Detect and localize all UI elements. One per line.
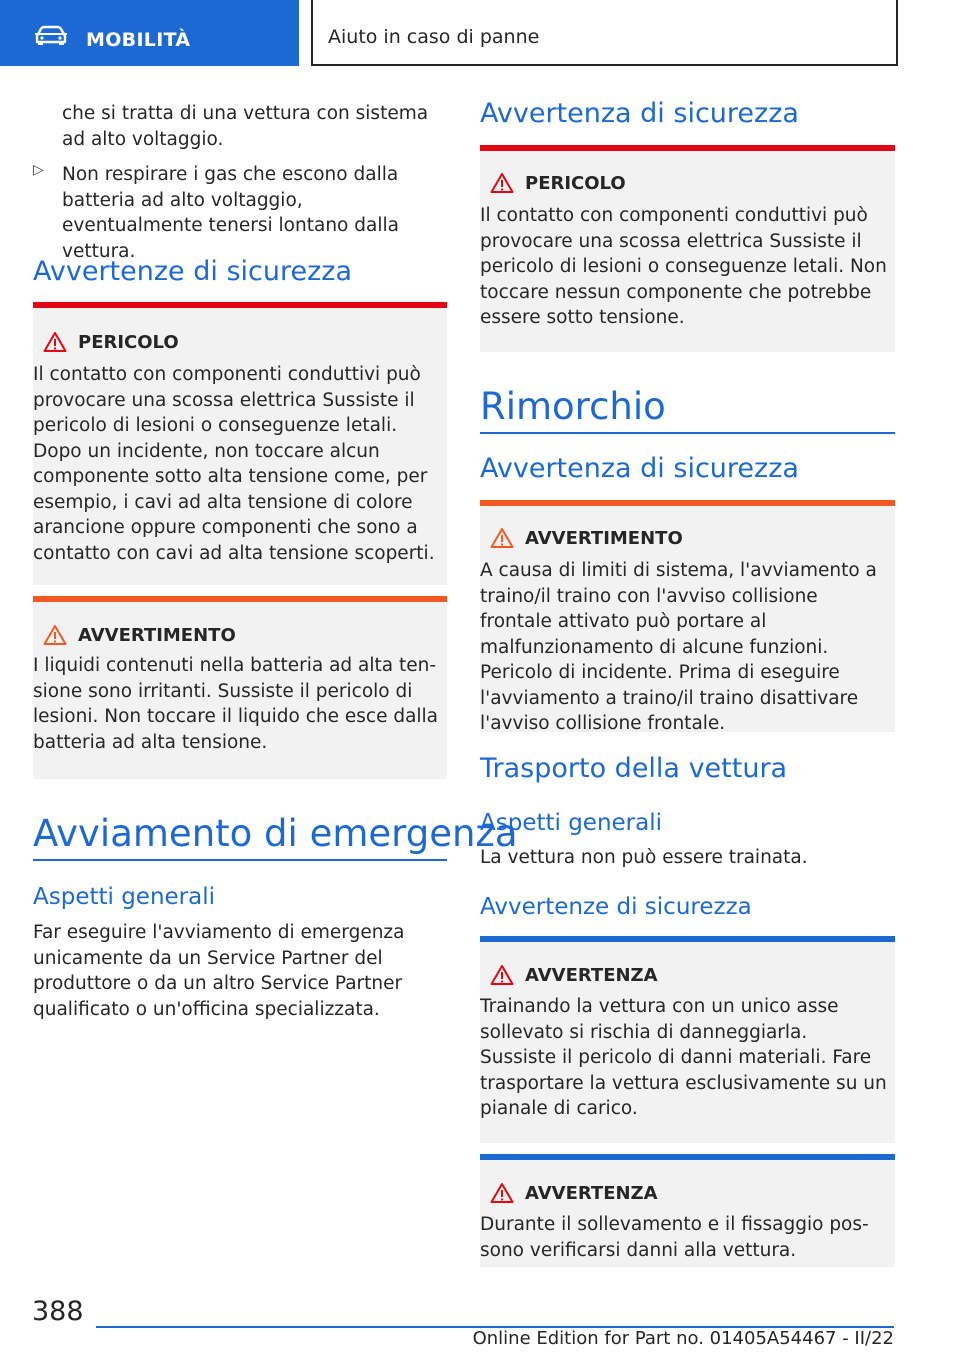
- bullet-arrow-icon: ▷: [33, 162, 44, 178]
- warning-triangle-icon: [43, 624, 67, 650]
- notice-title: AVVERTENZA: [525, 965, 658, 986]
- section-tab: [0, 0, 299, 66]
- transport-heading: Trasporto della vettura: [480, 753, 788, 784]
- warning-bar: [480, 500, 895, 506]
- danger-bar: [33, 302, 447, 308]
- warning-triangle-icon: [490, 1182, 514, 1208]
- danger-title: PERICOLO: [525, 173, 626, 194]
- danger-text: Il contatto con componenti conduttivi può provocare una scossa elettrica Sussiste il pericolo di lesioni o conseguenze letali. Non toccare nessun componente che potrebbe essere sotto tensione.: [480, 205, 887, 328]
- warning-triangle-icon: [490, 964, 514, 990]
- general-heading-right: Aspetti generali: [480, 810, 663, 836]
- safety-heading-right: Avvertenza di sicurezza: [480, 98, 799, 129]
- general-paragraph-left: [33, 920, 447, 1022]
- bullet-item: [33, 162, 447, 264]
- chapter-title: Aiuto in caso di panne: [328, 26, 540, 48]
- danger-text: Il contatto con componenti conduttivi può provocare una scossa elettrica Sussiste il pericolo di lesioni o conseguenze letali. Dopo un incidente, non toccare alcun componente sotto alta tensione come, per esempio, i cavi ad alta tensione di colore arancione oppure componenti che sono a contatto con cavi ad alta tensione scoperti.: [33, 364, 435, 564]
- notice-bar: [480, 936, 895, 942]
- warning-text: I liquidi contenuti nella batteria ad alta tensione sono irritanti. Sussiste il pericolo di lesioni. Non toccare il liquido che esce dalla batteria ad alta tensione.: [33, 655, 439, 753]
- warning-triangle-icon: [43, 331, 67, 357]
- danger-box-left: [33, 302, 447, 585]
- heading-rule: [33, 859, 447, 861]
- section-label: MOBILITÀ: [86, 29, 191, 51]
- car-icon: [34, 24, 68, 50]
- notes-heading: Avvertenze di sicurezza: [480, 894, 752, 920]
- danger-bar: [480, 145, 895, 151]
- notice-box-1: [480, 936, 895, 1143]
- page-number: 388: [32, 1296, 84, 1327]
- intro-text: che si tratta di una vettura con sistema ad alto voltaggio.: [62, 103, 429, 150]
- notice-text: Durante il sollevamento e il fissaggio possono verificarsi danni alla vettura.: [480, 1214, 869, 1261]
- notice-title: AVVERTENZA: [525, 1183, 658, 1204]
- chapter-header: [311, 0, 898, 66]
- warning-text: A causa di limiti di sistema, l'avviamento a traino/il traino con l'avviso collisione frontale attivato può portare al malfunzionamento di alcune funzioni. Pericolo di incidente. Prima di eseguire l'avviamento a traino/il traino disattivare l'avviso collisione frontale.: [480, 560, 877, 734]
- warning-box-left: [33, 596, 447, 779]
- danger-box-right: [480, 145, 895, 352]
- general-text-right: La vettura non può essere trainata.: [480, 847, 808, 868]
- notice-text: Trainando la vettura con un unico asse sollevato si rischia di danneggiarla. Sussiste il pericolo di danni materiali. Fare trasportare la vettura esclusivamente su un pianale di carico.: [480, 996, 887, 1119]
- general-paragraph-right: [480, 845, 895, 871]
- notice-bar: [480, 1154, 895, 1160]
- warning-box-right: [480, 500, 895, 732]
- trailer-heading: Rimorchio: [480, 385, 666, 428]
- general-heading-left: Aspetti generali: [33, 884, 216, 910]
- safety-heading-right-2: Avvertenza di sicurezza: [480, 453, 799, 484]
- heading-rule: [480, 432, 895, 434]
- danger-title: PERICOLO: [78, 332, 179, 353]
- warning-title: AVVERTIMENTO: [525, 528, 683, 549]
- safety-heading-left: Avvertenze di sicurezza: [33, 256, 352, 287]
- warning-bar: [33, 596, 447, 602]
- warning-triangle-icon: [490, 527, 514, 553]
- edition-text: Online Edition for Part no. 01405A54467 - II/22: [472, 1328, 894, 1349]
- warning-triangle-icon: [490, 172, 514, 198]
- notice-box-2: [480, 1154, 895, 1267]
- emergency-start-heading: Avviamento di emergenza: [33, 812, 518, 855]
- bullet-text: Non respirare i gas che escono dalla batteria ad alto voltaggio, eventualmente tenersi lontano dalla vettura.: [62, 164, 399, 262]
- warning-title: AVVERTIMENTO: [78, 625, 236, 646]
- general-text-left: Far eseguire l'avviamento di emergenza unicamente da un Service Partner del produttore o da un altro Service Partner qualificato o un'officina specializzata.: [33, 922, 405, 1020]
- intro-paragraph: [62, 101, 447, 152]
